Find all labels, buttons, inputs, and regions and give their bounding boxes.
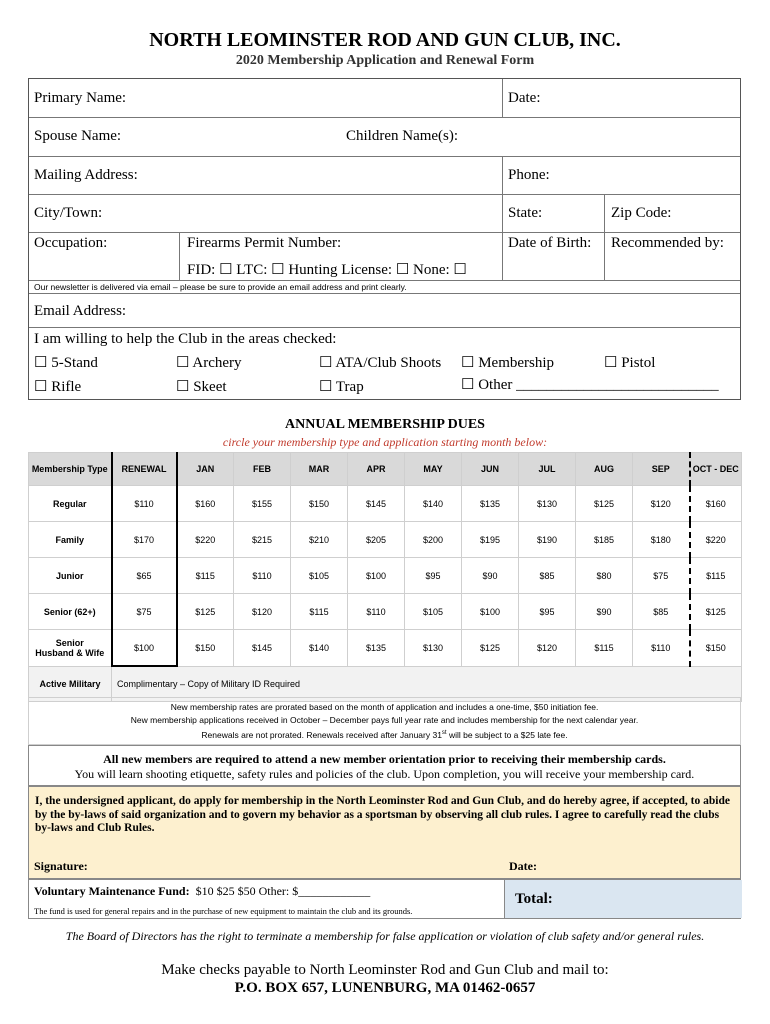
checkbox-5-stand[interactable]: ☐ 5-Stand <box>34 355 98 371</box>
price-cell[interactable]: $120 <box>234 594 291 630</box>
checkbox-rifle[interactable]: ☐ Rifle <box>34 379 82 395</box>
newsletter-note: Our newsletter is delivered via email – please be sure to provide an email address and print clearly. <box>34 282 407 292</box>
row-divider <box>29 117 740 118</box>
renewal-price-cell[interactable]: $75 <box>112 594 177 630</box>
membership-type-cell[interactable]: Active Military <box>29 666 112 702</box>
orientation-requirement: All new members are required to attend a new member orientation prior to receiving their membership cards. <box>103 752 666 766</box>
header-month: SEP <box>633 453 690 486</box>
firearms-permit-field[interactable]: Firearms Permit Number: <box>187 235 342 251</box>
form-subtitle: 2020 Membership Application and Renewal Form <box>235 53 535 68</box>
price-cell[interactable]: $220 <box>177 522 234 558</box>
table-row <box>29 486 742 522</box>
header-month: APR <box>348 453 405 486</box>
email-address-field[interactable]: Email Address: <box>34 303 127 319</box>
price-cell[interactable]: $140 <box>291 630 348 667</box>
price-cell[interactable]: $215 <box>234 522 291 558</box>
header-month: MAY <box>405 453 462 486</box>
rate-notes <box>28 697 741 745</box>
renewal-price-cell[interactable]: $110 <box>112 486 177 522</box>
checkbox-membership[interactable]: ☐ Membership <box>461 355 555 371</box>
total-field[interactable]: Total: <box>515 891 553 907</box>
renewal-price-cell[interactable]: $65 <box>112 558 177 594</box>
header-month: OCT - DEC <box>690 453 742 486</box>
header-month: AUG <box>576 453 633 486</box>
table-row <box>29 594 742 630</box>
membership-type-cell[interactable]: Family <box>29 522 112 558</box>
price-cell[interactable]: $125 <box>177 594 234 630</box>
checkbox-other[interactable]: ☐ Other ___________________________ <box>461 377 719 393</box>
price-cell[interactable]: $85 <box>519 558 576 594</box>
form-title: NORTH LEOMINSTER ROD AND GUN CLUB, INC. <box>149 29 621 51</box>
rate-note <box>29 727 740 742</box>
row-divider <box>29 232 740 233</box>
price-cell[interactable]: $120 <box>519 630 576 667</box>
price-cell[interactable]: $145 <box>348 486 405 522</box>
membership-type-cell[interactable]: Junior <box>29 558 112 594</box>
checkbox-ata-club-shoots[interactable]: ☐ ATA/Club Shoots <box>319 355 442 371</box>
help-areas-prompt: I am willing to help the Club in the areas checked: <box>34 331 337 347</box>
total-box <box>504 880 742 918</box>
price-cell[interactable]: $195 <box>462 522 519 558</box>
row-divider <box>29 194 740 195</box>
maintenance-fund-note: The fund is used for general repairs and in the purchase of new equipment to maintain the club and its grounds. <box>34 906 413 916</box>
price-cell[interactable]: $140 <box>405 486 462 522</box>
membership-type-cell[interactable]: Regular <box>29 486 112 522</box>
price-cell[interactable]: $115 <box>690 558 742 594</box>
price-cell[interactable]: $155 <box>234 486 291 522</box>
dues-instruction: circle your membership type and application starting month below: <box>222 435 548 449</box>
row-divider <box>29 293 740 294</box>
payment-instructions: Make checks payable to North Leominster Rod and Gun Club and mail to: <box>161 962 609 978</box>
header-membership-type: Membership Type <box>29 453 112 486</box>
price-cell[interactable]: $115 <box>576 630 633 667</box>
price-cell[interactable]: $125 <box>690 594 742 630</box>
price-cell[interactable]: $125 <box>576 486 633 522</box>
date-of-birth-field[interactable]: Date of Birth: <box>508 235 592 251</box>
price-cell[interactable]: $125 <box>462 630 519 667</box>
children-names-field[interactable]: Children Name(s): <box>346 128 459 144</box>
col-divider <box>502 79 503 117</box>
header-month: FEB <box>234 453 291 486</box>
dues-title: ANNUAL MEMBERSHIP DUES <box>285 417 485 432</box>
rate-note: New membership rates are prorated based on the month of application and includes a one-time, $50 initiation fee. <box>170 702 599 712</box>
col-divider <box>179 232 180 280</box>
occupation-field[interactable]: Occupation: <box>34 235 108 251</box>
price-cell[interactable]: $95 <box>405 558 462 594</box>
col-divider <box>604 194 605 280</box>
state-field[interactable]: State: <box>508 205 543 221</box>
spouse-name-field[interactable]: Spouse Name: <box>34 128 122 144</box>
agreement-text: I, the undersigned applicant, do apply for membership in the North Leominster Rod and Gun Club, and do hereby agree, if accepted, to abide by the by-laws of said organization and to govern my behavior as a sportsman by observing all club rules. I agree to carefully read the clubs by-laws and Club Rules. <box>35 795 730 834</box>
price-cell[interactable]: $120 <box>633 486 690 522</box>
price-cell[interactable]: $190 <box>519 522 576 558</box>
price-cell[interactable]: $95 <box>519 594 576 630</box>
price-cell[interactable]: $115 <box>177 558 234 594</box>
price-cell[interactable]: $90 <box>576 594 633 630</box>
price-cell[interactable]: $130 <box>405 630 462 667</box>
maintenance-fund-box <box>28 879 741 919</box>
price-cell[interactable]: $150 <box>291 486 348 522</box>
membership-type-cell[interactable]: Senior (62+) <box>29 594 112 630</box>
header-month: MAR <box>291 453 348 486</box>
price-cell[interactable]: $110 <box>234 558 291 594</box>
price-cell[interactable]: $205 <box>348 522 405 558</box>
mailing-address: P.O. BOX 657, LUNENBURG, MA 01462-0657 <box>234 980 536 996</box>
price-cell[interactable]: $150 <box>690 630 742 667</box>
maintenance-fund-label: Voluntary Maintenance Fund: <box>34 884 190 898</box>
price-cell[interactable]: $100 <box>348 558 405 594</box>
permit-type-checkboxes[interactable]: FID: ☐ LTC: ☐ Hunting License: ☐ None: ☐ <box>187 262 467 278</box>
price-cell[interactable]: $105 <box>291 558 348 594</box>
checkbox-skeet[interactable]: ☐ Skeet <box>176 379 227 395</box>
header-month: JUL <box>519 453 576 486</box>
signature-field[interactable]: Signature: <box>34 859 88 873</box>
phone-field[interactable]: Phone: <box>508 167 550 183</box>
price-cell[interactable]: $185 <box>576 522 633 558</box>
price-cell[interactable]: $210 <box>291 522 348 558</box>
price-cell[interactable]: $85 <box>633 594 690 630</box>
table-row <box>29 558 742 594</box>
renewal-price-cell[interactable]: $170 <box>112 522 177 558</box>
header-renewal: RENEWAL <box>112 453 177 486</box>
row-divider <box>29 156 740 157</box>
price-cell[interactable]: $130 <box>519 486 576 522</box>
table-row <box>29 522 742 558</box>
price-cell[interactable]: $150 <box>177 630 234 667</box>
board-disclaimer: The Board of Directors has the right to terminate a membership for false application or violation of club safety and/or general rules. <box>65 929 705 943</box>
signature-date-field[interactable]: Date: <box>509 859 537 873</box>
membership-type-cell[interactable] <box>29 630 112 667</box>
price-cell[interactable]: $115 <box>291 594 348 630</box>
applicant-info-form <box>28 78 741 400</box>
header-month: JAN <box>177 453 234 486</box>
price-cell[interactable]: $80 <box>576 558 633 594</box>
col-divider <box>502 156 503 280</box>
table-row <box>29 630 742 667</box>
date-field[interactable]: Date: <box>508 90 541 106</box>
price-cell[interactable]: $100 <box>462 594 519 630</box>
checkbox-archery[interactable]: ☐ Archery <box>176 355 242 371</box>
maintenance-fund-line <box>34 884 370 899</box>
price-cell[interactable]: $110 <box>348 594 405 630</box>
orientation-details: You will learn shooting etiquette, safety rules and policies of the club. Upon completion, you will receive your membership card. <box>74 767 695 781</box>
dues-header-row <box>29 453 742 486</box>
zip-code-field[interactable]: Zip Code: <box>611 205 672 221</box>
type-line: Husband & Wife <box>35 647 105 658</box>
price-cell[interactable]: $145 <box>234 630 291 667</box>
price-cell[interactable]: $160 <box>177 486 234 522</box>
price-cell[interactable]: $90 <box>462 558 519 594</box>
rate-note-part: Renewals are not prorated. Renewals received after January 31 <box>201 729 442 740</box>
primary-name-field[interactable]: Primary Name: <box>34 90 127 106</box>
type-line: Senior <box>55 637 84 648</box>
recommended-by-field[interactable]: Recommended by: <box>611 235 724 251</box>
header-month: JUN <box>462 453 519 486</box>
rate-note-sup: st <box>441 730 447 736</box>
price-cell[interactable]: $135 <box>462 486 519 522</box>
city-town-field[interactable]: City/Town: <box>34 205 103 221</box>
agreement-box <box>28 786 741 879</box>
row-divider <box>29 280 740 281</box>
rate-note: New membership applications received in October – December pays full year rate and includes membership for the next calendar year. <box>130 715 639 725</box>
price-cell[interactable]: $200 <box>405 522 462 558</box>
orientation-box <box>28 745 741 786</box>
price-cell[interactable]: $105 <box>405 594 462 630</box>
dues-table <box>28 452 742 702</box>
rate-note-part: will be subject to a $25 late fee. <box>446 729 568 740</box>
renewal-price-cell[interactable]: $100 <box>112 630 177 667</box>
row-divider <box>29 327 740 328</box>
price-cell[interactable]: $110 <box>633 630 690 667</box>
price-cell[interactable]: $220 <box>690 522 742 558</box>
price-cell[interactable]: $135 <box>348 630 405 667</box>
checkbox-trap[interactable]: ☐ Trap <box>319 379 364 395</box>
price-cell[interactable]: $180 <box>633 522 690 558</box>
price-cell[interactable]: $75 <box>633 558 690 594</box>
maintenance-fund-options[interactable]: $10 $25 $50 Other: $____________ <box>195 884 371 898</box>
checkbox-pistol[interactable]: ☐ Pistol <box>604 355 656 371</box>
mailing-address-field[interactable]: Mailing Address: <box>34 167 138 183</box>
price-cell[interactable]: $160 <box>690 486 742 522</box>
military-note: Complimentary – Copy of Military ID Required <box>112 666 742 702</box>
